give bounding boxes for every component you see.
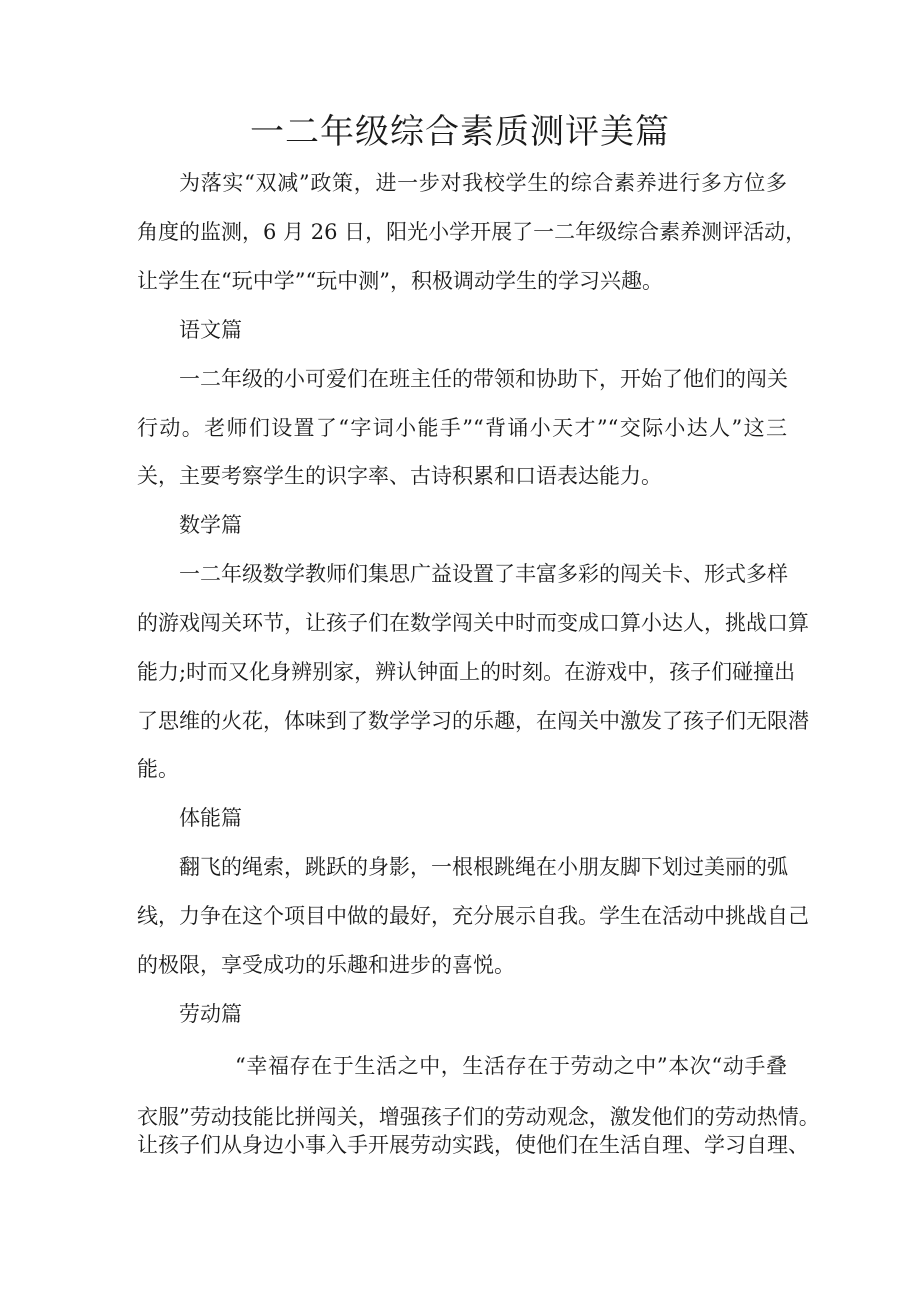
intro-line-2: 角度的监测，6 月 26 日，阳光小学开展了一二年级综合素养测评活动， bbox=[137, 220, 807, 244]
labor-line-2: 衣服”劳动技能比拼闯关，增强孩子们的劳动观念，激发他们的劳动热情。 bbox=[137, 1105, 820, 1129]
section-heading-pe: 体能篇 bbox=[179, 806, 242, 830]
math-line-4: 了思维的火花，体味到了数学学习的乐趣，在闯关中激发了孩子们无限潜 bbox=[137, 709, 809, 733]
math-line-2: 的游戏闯关环节，让孩子们在数学闯关中时而变成口算小达人，挑战口算 bbox=[137, 611, 809, 635]
intro-line-1: 为落实“双减”政策，进一步对我校学生的综合素养进行多方位多 bbox=[179, 171, 787, 195]
section-heading-math: 数学篇 bbox=[179, 513, 242, 537]
chinese-line-1: 一二年级的小可爱们在班主任的带领和协助下，开始了他们的闯关 bbox=[179, 367, 788, 391]
section-heading-labor: 劳动篇 bbox=[179, 1002, 242, 1026]
pe-line-1: 翻飞的绳索，跳跃的身影，一根根跳绳在小朋友脚下划过美丽的弧 bbox=[179, 855, 788, 879]
section-heading-chinese: 语文篇 bbox=[179, 318, 242, 342]
math-line-1: 一二年级数学教师们集思广益设置了丰富多彩的闯关卡、形式多样 bbox=[179, 562, 788, 586]
pe-line-3: 的极限，享受成功的乐趣和进步的喜悦。 bbox=[137, 953, 515, 977]
math-line-5: 能。 bbox=[137, 757, 179, 781]
labor-line-3: 让孩子们从身边小事入手开展劳动实践，使他们在生活自理、学习自理、 bbox=[137, 1133, 809, 1157]
math-line-3: 能力;时而又化身辨别家，辨认钟面上的时刻。在游戏中，孩子们碰撞出 bbox=[137, 660, 796, 684]
chinese-line-2: 行动。老师们设置了“字词小能手”“背诵小天才”“交际小达人”这三 bbox=[137, 416, 787, 440]
intro-line-3: 让学生在“玩中学”“玩中测”，积极调动学生的学习兴趣。 bbox=[137, 269, 663, 293]
pe-line-2: 线，力争在这个项目中做的最好，充分展示自我。学生在活动中挑战自己 bbox=[137, 904, 809, 928]
chinese-line-3: 关，主要考察学生的识字率、古诗积累和口语表达能力。 bbox=[137, 464, 662, 488]
labor-line-1: “幸福存在于生活之中，生活存在于劳动之中”本次“动手叠 bbox=[235, 1054, 787, 1078]
document-title: 一二年级综合素质测评美篇 bbox=[250, 112, 670, 152]
